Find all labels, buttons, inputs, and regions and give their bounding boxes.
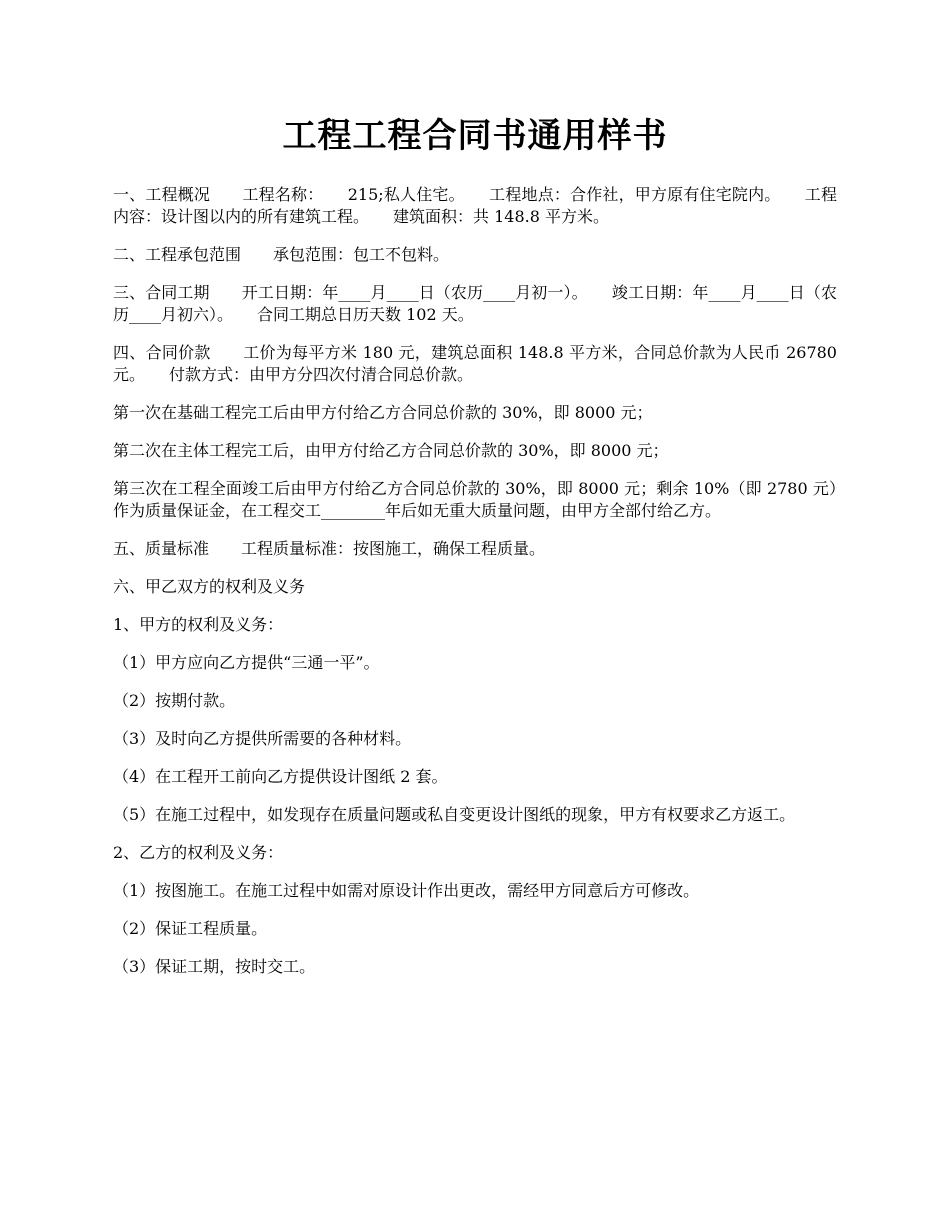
document-page — [113, 110, 837, 994]
section-contract-period: 三、合同工期 开工日期：年____月____日（农历____月初一）。 竣工日期：年____月____日（农历____月初六）。 合同工期总日历天数 102 天。 — [113, 283, 837, 324]
section-quality-standard: 五、质量标准 工程质量标准：按图施工，确保工程质量。 — [113, 539, 546, 558]
section-contract-price: 四、合同价款 工价为每平方米 180 元，建筑总面积 148.8 平方米，合同总价款为人民币 26780 元。 付款方式：由甲方分四次付清合同总价款。 — [113, 343, 837, 384]
party-b-item-1: （1）按图施工。在施工过程中如需对原设计作出更改，需经甲方同意后方可修改。 — [113, 881, 700, 900]
party-a-item-1: （1）甲方应向乙方提供“三通一平”。 — [113, 653, 380, 672]
document-title: 工程工程合同书通用样书 — [282, 116, 668, 156]
payment-first-installment: 第一次在基础工程完工后由甲方付给乙方合同总价款的 30%，即 8000 元； — [113, 403, 653, 422]
party-b-item-2: （2）保证工程质量。 — [113, 919, 268, 938]
party-a-item-4: （4）在工程开工前向乙方提供设计图纸 2 套。 — [113, 767, 448, 786]
party-b-heading: 2、乙方的权利及义务： — [113, 843, 284, 862]
party-a-item-3: （3）及时向乙方提供所需要的各种材料。 — [113, 729, 412, 748]
section-rights-obligations: 六、甲乙双方的权利及义务 — [113, 577, 306, 596]
section-contract-scope: 二、工程承包范围 承包范围：包工不包料。 — [113, 245, 450, 264]
party-a-item-2: （2）按期付款。 — [113, 691, 236, 710]
section-project-overview: 一、工程概况 工程名称： 215;私人住宅。 工程地点：合作社，甲方原有住宅院内。 工程内容：设计图以内的所有建筑工程。 建筑面积：共 148.8 平方米。 — [113, 185, 837, 226]
party-a-item-5: （5）在施工过程中，如发现存在质量问题或私自变更设计图纸的现象，甲方有权要求乙方返工。 — [113, 805, 796, 824]
payment-second-installment: 第二次在主体工程完工后，由甲方付给乙方合同总价款的 30%，即 8000 元； — [113, 441, 669, 460]
party-a-heading: 1、甲方的权利及义务： — [113, 615, 284, 634]
payment-third-installment: 第三次在工程全面竣工后由甲方付给乙方合同总价款的 30%，即 8000 元；剩余 10%（即 2780 元）作为质量保证金，在工程交工________年后如无重大质量问题，由甲方全部付给乙方。 — [113, 479, 837, 520]
party-b-item-3: （3）保证工期，按时交工。 — [113, 957, 316, 976]
